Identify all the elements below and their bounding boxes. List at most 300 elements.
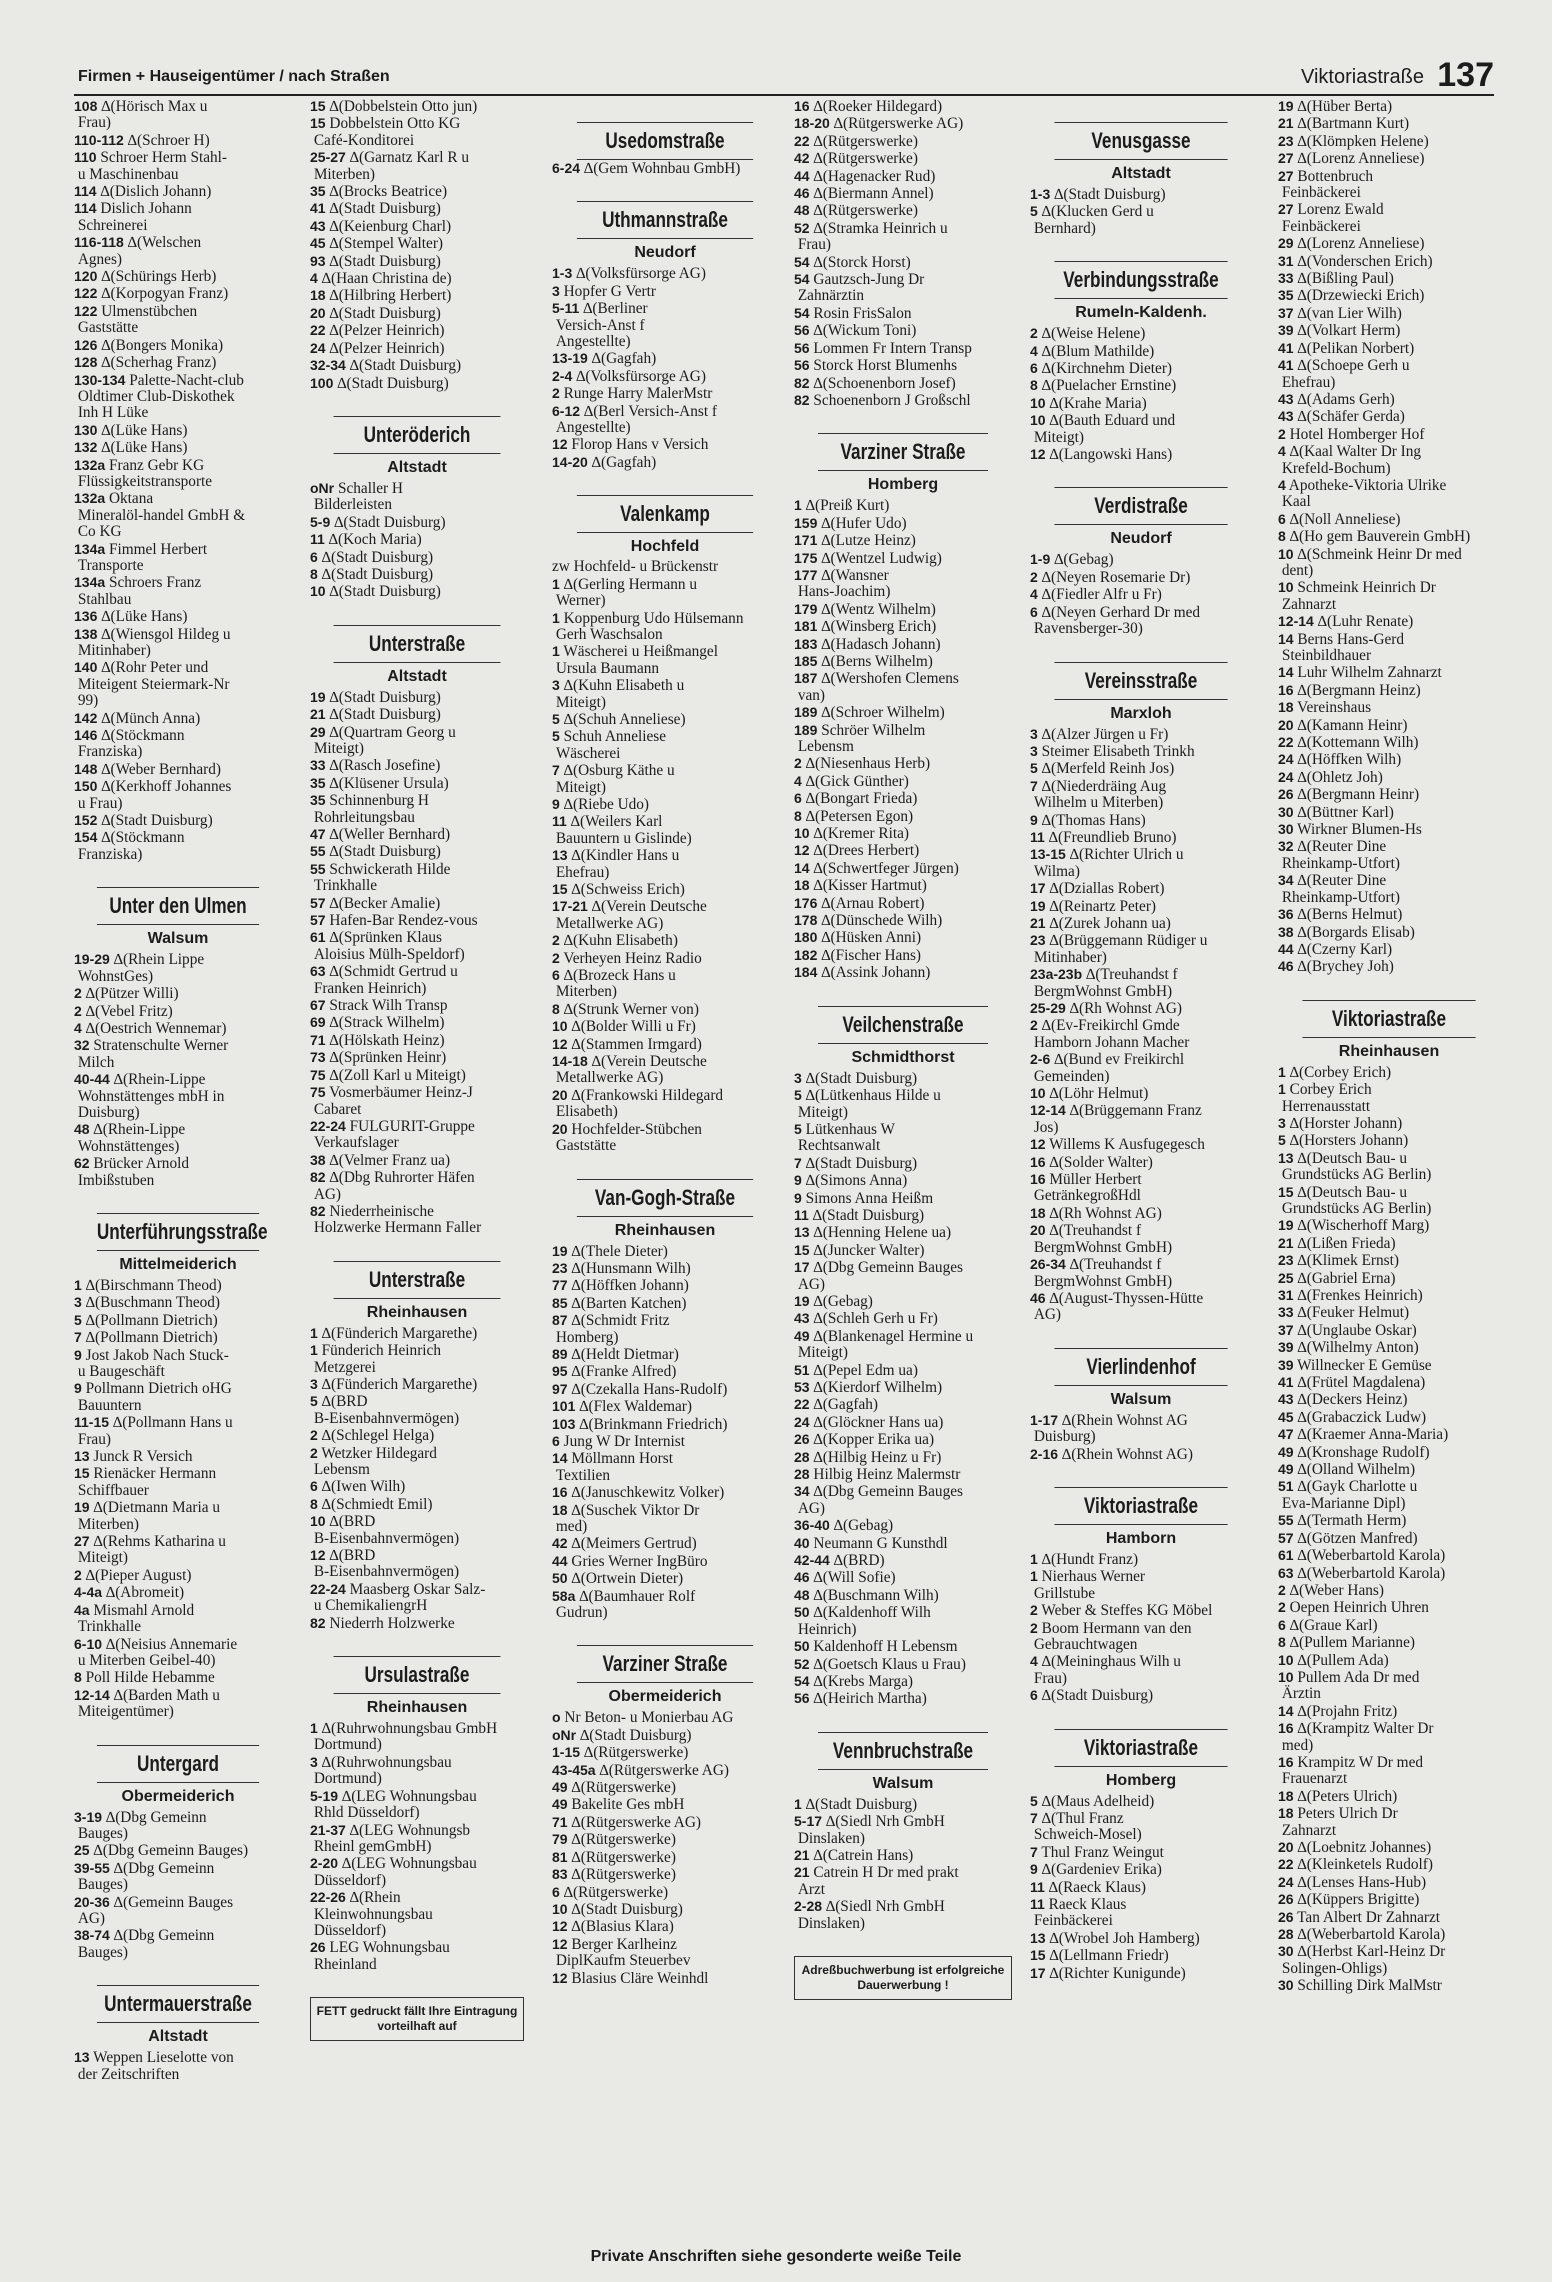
house-number: 46: [1278, 958, 1294, 975]
address-entry: 9 ∆(Gardeniev Erika): [1030, 1861, 1162, 1879]
house-number: 21: [1278, 1234, 1294, 1251]
house-number: 42-44: [794, 1552, 830, 1569]
district-name: Rheinhausen: [366, 1303, 468, 1321]
address-entry: 17 ∆(Richter Kunigunde): [1030, 1964, 1186, 1982]
address-entry: 122 ∆(Korpogyan Franz): [74, 285, 229, 303]
address-entry: 50 Kaldenhoff H Lebensm: [794, 1638, 958, 1656]
house-number: 5: [794, 1087, 802, 1104]
address-entry: 6 ∆(Stadt Duisburg): [310, 548, 434, 566]
address-entry: 43 ∆(Schleh Gerh u Fr): [794, 1310, 938, 1328]
house-number: 8: [74, 1669, 82, 1686]
address-entry: 14 Berns Hans-Gerd Steinbildhauer: [1278, 630, 1405, 664]
house-number: 57: [310, 894, 326, 911]
house-number: 1-3: [552, 265, 573, 282]
house-number: 21: [794, 1864, 810, 1881]
address-entry: 8 ∆(Pullem Marianne): [1278, 1634, 1415, 1652]
house-number: 39: [1278, 1339, 1294, 1356]
house-number: 34: [1278, 872, 1294, 889]
house-number: 148: [74, 760, 98, 777]
house-number: 10: [794, 825, 810, 842]
house-number: 16: [1030, 1153, 1046, 1170]
address-entry: 43-45a ∆(Rütgerswerke AG): [552, 1761, 729, 1779]
house-number: 4-4a: [74, 1584, 103, 1601]
address-entry: 1 Nierhaus Werner Grillstube: [1030, 1568, 1146, 1602]
address-entry: 11 ∆(Koch Maria): [310, 531, 422, 549]
house-number: 23: [552, 1259, 568, 1276]
house-number: 43: [1278, 1391, 1294, 1408]
house-number: 26: [794, 1431, 810, 1448]
house-number: 19: [310, 688, 326, 705]
address-entry: 20-36 ∆(Gemeinn Bauges AG): [74, 1893, 234, 1927]
street-section: [74, 1213, 282, 1721]
house-number: 43: [794, 1310, 810, 1327]
address-entry: 2-28 ∆(Siedl Nrh GmbH Dinslaken): [794, 1898, 945, 1932]
house-number: 6: [1030, 360, 1038, 377]
house-number: 39: [1278, 322, 1294, 339]
house-number: 22: [794, 132, 810, 149]
address-entry: 1-3 ∆(Stadt Duisburg): [1030, 186, 1166, 203]
address-entry: 34 ∆(Reuter Dine Rheinkamp-Utfort): [1278, 872, 1400, 906]
address-entry: 49 Bakelite Ges mbH: [552, 1796, 685, 1814]
address-entry: 3 ∆(Horster Johann): [1278, 1114, 1403, 1132]
address-entry: 26 ∆(Küppers Brigitte): [1278, 1891, 1420, 1909]
address-entry: 19 ∆(Thele Dieter): [552, 1242, 668, 1260]
address-entry: 57 ∆(Götzen Manfred): [1278, 1529, 1418, 1547]
house-number: 51: [1278, 1478, 1294, 1495]
house-number: 52: [794, 219, 810, 236]
address-entry: 19 ∆(Gebag): [794, 1292, 873, 1310]
address-entry: 27 Lorenz Ewald Feinbäckerei: [1278, 201, 1384, 235]
house-number: 39: [1278, 1356, 1294, 1373]
address-entry: 13 ∆(Deutsch Bau- u Grundstücks AG Berlin): [1278, 1149, 1432, 1184]
house-number: 18: [1030, 1204, 1046, 1221]
house-number: 2-16: [1030, 1445, 1059, 1462]
address-entry: 16 Müller Herbert GetränkegroßHdl: [1030, 1171, 1142, 1205]
house-number: 13: [794, 1224, 810, 1241]
house-number: 4: [310, 270, 318, 287]
address-entry: 15 ∆(Dobbelstein Otto jun): [310, 98, 478, 115]
address-entry: 15 ∆(Deutsch Bau- u Grundstücks AG Berlin): [1278, 1183, 1432, 1217]
district-name: Schmidthorst: [851, 1048, 955, 1066]
address-entry: 36 ∆(Berns Helmut): [1278, 906, 1403, 924]
address-entry: 132a Franz Gebr KG Flüssigkeitstransporte: [74, 456, 213, 490]
house-number: 185: [794, 652, 818, 669]
house-number: 33: [310, 757, 326, 774]
address-entry: 73 ∆(Sprünken Heinr): [310, 1049, 447, 1067]
house-number: 77: [552, 1277, 568, 1294]
house-number: 9: [794, 1189, 802, 1206]
house-number: 4: [1278, 443, 1286, 460]
address-entry: 9 ∆(Riebe Udo): [552, 795, 650, 813]
address-entry: 18 ∆(Kisser Hartmut): [794, 877, 927, 895]
street-section: [1278, 98, 1500, 976]
house-number: 55: [310, 860, 326, 877]
address-entry: 27 Bottenbruch Feinbäckerei: [1278, 167, 1374, 202]
address-entry: 140 ∆(Rohr Peter und Miteigent Steiermark-Nr 99): [74, 659, 230, 710]
street-name: Unterstraße: [334, 1261, 501, 1299]
house-number: 19: [1278, 1217, 1294, 1234]
address-entry: 4 ∆(Haan Christina de): [310, 270, 452, 288]
house-number: 4: [74, 1019, 82, 1036]
house-number: 1: [552, 609, 560, 626]
address-entry: 21 ∆(Lißen Frieda): [1278, 1234, 1396, 1252]
house-number: 44: [552, 1552, 568, 1569]
address-entry: 11-15 ∆(Pollmann Hans u Frau): [74, 1414, 233, 1448]
house-number: 42: [552, 1535, 568, 1552]
house-number: 15: [1278, 1183, 1294, 1200]
house-number: 15: [310, 98, 326, 114]
house-number: 10: [1278, 545, 1294, 562]
address-entry: 42 ∆(Rütgerswerke): [794, 150, 918, 168]
address-entry: 67 Strack Wilh Transp: [310, 997, 448, 1015]
house-number: 189: [794, 721, 818, 738]
house-number: 49: [1278, 1461, 1294, 1478]
address-entry: 100 ∆(Stadt Duisburg): [310, 374, 449, 392]
address-entry: 11 ∆(Raeck Klaus): [1030, 1878, 1146, 1896]
address-entry: 179 ∆(Wentz Wilhelm): [794, 600, 936, 618]
street-name: Viktoriastraße: [1054, 1487, 1227, 1525]
address-entry: 2 ∆(Weise Helene): [1030, 325, 1146, 343]
address-entry: 18 ∆(Hilbring Herbert): [310, 287, 452, 305]
address-entry: 2-6 ∆(Bund ev Freikirchl Gemeinden): [1030, 1051, 1185, 1085]
house-number: 35: [310, 183, 326, 200]
house-number: 1: [552, 643, 560, 660]
house-number: 1: [552, 575, 560, 592]
house-number: 18: [794, 877, 810, 894]
street-section: [74, 1985, 282, 2083]
house-number: 54: [794, 253, 810, 270]
house-number: 35: [1278, 287, 1294, 304]
address-entry: 38-74 ∆(Dbg Gemeinn Bauges): [74, 1927, 215, 1961]
address-entry: 2-16 ∆(Rhein Wohnst AG): [1030, 1445, 1193, 1463]
house-number: 1-17: [1030, 1411, 1059, 1428]
address-entry: 6 ∆(Iwen Wilh): [310, 1478, 406, 1496]
house-number: 2: [310, 1427, 318, 1444]
address-entry: 56 ∆(Wickum Toni): [794, 322, 917, 340]
address-entry: 15 ∆(Lellmann Friedr): [1030, 1947, 1169, 1965]
house-number: 4: [1030, 342, 1038, 359]
house-number: 1: [310, 1342, 318, 1359]
house-number: 176: [794, 894, 818, 911]
address-entry: 2 ∆(Vebel Fritz): [74, 1002, 173, 1020]
address-entry: 25-29 ∆(Rh Wohnst AG): [1030, 1000, 1183, 1017]
address-entry: 5 ∆(Klucken Gerd u Bernhard): [1030, 203, 1154, 237]
address-entry: 10 ∆(Krahe Maria): [1030, 394, 1147, 412]
house-number: 2-4: [552, 367, 573, 384]
house-number: 37: [1278, 304, 1294, 321]
house-number: 110: [74, 149, 97, 166]
page-number: 137: [1437, 56, 1494, 94]
house-number: 2: [1278, 425, 1286, 442]
address-entry: 180 ∆(Hüsken Anni): [794, 929, 922, 947]
address-entry: 10 Schmeink Heinrich Dr Zahnarzt: [1278, 579, 1436, 613]
address-entry: 95 ∆(Franke Alfred): [552, 1363, 677, 1381]
address-entry: 5 ∆(BRD B-Eisenbahnvermögen): [310, 1393, 460, 1427]
address-entry: 6 ∆(Brozeck Hans u Miterben): [552, 967, 676, 1001]
house-number: 56: [794, 339, 810, 356]
address-entry: 89 ∆(Heldt Dietmar): [552, 1345, 679, 1363]
house-number: 82: [794, 374, 810, 391]
house-number: 5: [1278, 1132, 1286, 1149]
house-number: 134a: [74, 540, 106, 557]
address-entry: 39 ∆(Wilhelmy Anton): [1278, 1339, 1419, 1357]
address-entry: 55 ∆(Stadt Duisburg): [310, 843, 441, 861]
house-number: 108: [74, 98, 98, 114]
address-entry: 27 ∆(Rehms Katharina u Miteigt): [74, 1533, 226, 1567]
address-entry: 26 LEG Wohnungsbau Rheinland: [310, 1939, 450, 1973]
address-entry: 21 Catrein H Dr med prakt Arzt: [794, 1864, 959, 1898]
address-entry: 182 ∆(Fischer Hans): [794, 946, 922, 964]
house-number: 10: [1278, 1651, 1294, 1668]
house-number: 10: [1030, 1085, 1046, 1102]
house-number: 2: [1030, 1017, 1038, 1034]
house-number: 12-14: [1278, 613, 1314, 630]
house-number: 33: [1278, 270, 1294, 287]
house-number: 2: [1030, 325, 1038, 342]
house-number: 5-11: [552, 300, 580, 317]
address-entry: 58a ∆(Baumhauer Rolf Gudrun): [552, 1587, 696, 1622]
address-entry: 11 ∆(Weilers Karl Bauuntern u Gislinde): [552, 813, 692, 847]
house-number: 11: [794, 1206, 809, 1223]
address-entry: 12-14 ∆(Luhr Renate): [1278, 613, 1414, 631]
house-number: 49: [1278, 1443, 1294, 1460]
district-name: Walsum: [1110, 1390, 1172, 1408]
house-number: 5: [1030, 1792, 1038, 1809]
column-6: [1278, 98, 1500, 2226]
address-entry: 6 ∆(Rütgerswerke): [552, 1883, 669, 1901]
address-entry: 42 ∆(Meimers Gertrud): [552, 1535, 697, 1553]
address-entry: 47 ∆(Weller Bernhard): [310, 826, 451, 843]
column-3: [552, 98, 778, 2226]
address-entry: 5 ∆(Merfeld Reinh Jos): [1030, 760, 1175, 778]
street-section: [552, 1179, 778, 1622]
address-entry: 4 ∆(Blum Mathilde): [1030, 342, 1155, 360]
address-entry: 45 ∆(Stempel Walter): [310, 235, 444, 253]
address-entry: 177 ∆(Wansner Hans-Joachim): [794, 566, 891, 601]
house-number: 6: [552, 967, 560, 984]
address-entry: 23 ∆(Klimek Ernst): [1278, 1252, 1399, 1270]
house-number: 2-20: [310, 1855, 339, 1872]
house-number: 182: [794, 946, 818, 963]
house-number: 175: [794, 549, 818, 566]
address-entry: 21 ∆(Catrein Hans): [794, 1846, 914, 1864]
house-number: 28: [794, 1466, 810, 1483]
house-number: 6-12: [552, 402, 581, 419]
address-entry: 16 Krampitz W Dr med Frauenarzt: [1278, 1753, 1424, 1788]
column-5: [1030, 98, 1252, 2226]
house-number: 13-15: [1030, 846, 1066, 863]
house-number: 3: [310, 1375, 318, 1392]
address-entry: 13-15 ∆(Richter Ulrich u Wilma): [1030, 846, 1184, 880]
house-number: 12: [552, 1035, 568, 1052]
house-number: 63: [310, 963, 326, 980]
house-number: 11: [1030, 828, 1045, 845]
address-entry: 132a Oktana Mineralöl-handel GmbH & Co KG: [74, 490, 246, 541]
address-entry: 4a Mismahl Arnold Trinkhalle: [74, 1601, 195, 1636]
house-number: 2-6: [1030, 1051, 1051, 1068]
house-number: 8: [552, 1000, 560, 1017]
house-number: 82: [310, 1202, 326, 1219]
address-entry: 1 ∆(Preiß Kurt): [794, 497, 890, 515]
street-name: Ursulastraße: [334, 1656, 501, 1694]
address-entry: 154 ∆(Stöckmann Franziska): [74, 829, 185, 863]
house-number: 5: [552, 728, 560, 745]
address-entry: 110-112 ∆(Schroer H): [74, 131, 210, 149]
address-entry: 33 ∆(Feuker Helmut): [1278, 1304, 1410, 1322]
address-entry: 3 ∆(Alzer Jürgen u Fr): [1030, 725, 1169, 743]
address-entry: 175 ∆(Wentzel Ludwig): [794, 549, 942, 567]
house-number: 10: [1030, 412, 1046, 429]
house-number: 56: [794, 357, 810, 374]
house-number: 146: [74, 727, 98, 744]
house-number: 9: [794, 1172, 802, 1189]
address-entry: 30 ∆(Herbst Karl-Heinz Dr Solingen-Ohligs): [1278, 1943, 1446, 1977]
house-number: 2: [74, 985, 82, 1002]
address-entry: 33 ∆(Rasch Josefine): [310, 757, 441, 775]
page-header: [74, 56, 1494, 96]
address-entry: 8 ∆(Schmiedt Emil): [310, 1495, 433, 1513]
house-number: 11: [552, 813, 567, 830]
address-entry: 47 ∆(Kraemer Anna-Maria): [1278, 1426, 1449, 1444]
street-name: Venusgasse: [1054, 122, 1227, 160]
house-number: 2-28: [794, 1898, 823, 1915]
address-entry: 85 ∆(Barten Katchen): [552, 1294, 687, 1312]
address-entry: 12 ∆(Blasius Klara): [552, 1918, 674, 1936]
house-number: 71: [310, 1031, 326, 1048]
address-entry: 41 ∆(Stadt Duisburg): [310, 200, 441, 218]
house-number: 4: [1030, 586, 1038, 603]
address-entry: 12 Florop Hans v Versich: [552, 436, 709, 454]
header-rule: [74, 94, 1494, 96]
address-entry: 22 ∆(Kottemann Wilh): [1278, 734, 1419, 752]
address-entry: 18 ∆(Rh Wohnst AG): [1030, 1204, 1162, 1222]
house-number: 2: [1030, 1602, 1038, 1619]
address-entry: 2 ∆(Ev-Freikirchl Gmde Hamborn Johann Macher: [1030, 1017, 1190, 1051]
district-name: Obermeiderich: [121, 1787, 235, 1805]
house-number: 44: [794, 167, 810, 184]
house-number: 26: [310, 1939, 326, 1956]
house-number: 189: [794, 704, 818, 721]
house-number: 16: [1278, 1720, 1294, 1737]
house-number: 48: [794, 202, 810, 219]
street-name: Valenkamp: [577, 495, 753, 533]
house-number: 14-18: [552, 1053, 588, 1070]
address-entry: 54 Rosin FrisSalon: [794, 304, 912, 322]
house-number: 16: [794, 98, 810, 114]
house-number: 3: [1030, 725, 1038, 742]
house-number: 16: [1278, 1753, 1294, 1770]
address-entry: 75 ∆(Zoll Karl u Miteigt): [310, 1066, 466, 1084]
district-name: Mittelmeiderich: [119, 1255, 237, 1273]
house-number: 132a: [74, 490, 106, 507]
address-entry: 22 ∆(Pelzer Heinrich): [310, 322, 445, 340]
house-number: 25-27: [310, 149, 346, 166]
house-number: 15: [794, 1241, 810, 1258]
address-entry: 7 ∆(Pollmann Dietrich): [74, 1329, 218, 1347]
house-number: 134a: [74, 574, 106, 591]
address-entry: 7 ∆(Thul Franz Schweich-Mosel): [1030, 1810, 1142, 1844]
street-name: Usedomstraße: [577, 122, 753, 160]
address-entry: 13 ∆(Henning Helene ua): [794, 1224, 952, 1242]
address-entry: 32 Stratenschulte Werner Milch: [74, 1037, 229, 1071]
address-entry: 82 Schoenenborn J Großschl: [794, 391, 971, 409]
house-number: 159: [794, 514, 818, 531]
address-entry: 22 ∆(Gagfah): [794, 1396, 878, 1414]
house-number: 152: [74, 812, 98, 829]
address-entry: 49 ∆(Rütgerswerke): [552, 1779, 676, 1797]
address-entry: 25 ∆(Dbg Gemeinn Bauges): [74, 1842, 249, 1860]
address-entry: 10 ∆(BRD B-Eisenbahnvermögen): [310, 1513, 460, 1547]
house-number: 17-21: [552, 898, 588, 915]
address-entry: 7 ∆(Niederdräing Aug Wilhelm u Miterben): [1030, 777, 1167, 812]
house-number: 56: [794, 1690, 810, 1707]
address-entry: 49 ∆(Blankenagel Hermine u Miteigt): [794, 1327, 974, 1362]
house-number: 18: [310, 287, 326, 304]
house-number: 1: [1278, 1063, 1286, 1080]
house-number: 21: [794, 1846, 810, 1863]
house-number: 27: [1278, 150, 1294, 167]
address-entry: 3 ∆(Kuhn Elisabeth u Miteigt): [552, 677, 685, 711]
house-number: 142: [74, 709, 98, 726]
address-entry: 79 ∆(Rütgerswerke): [552, 1831, 676, 1849]
ad-note: Adreßbuchwerbung ist erfolgreiche Dauerwerbung !: [794, 1956, 1012, 2000]
address-entry: 28 Hilbig Heinz Malermstr: [794, 1466, 961, 1484]
address-entry: 15 ∆(Juncker Walter): [794, 1241, 925, 1259]
house-number: 122: [74, 302, 98, 319]
address-entry: 13 Weppen Lieselotte von der Zeitschriften: [74, 2049, 234, 2083]
house-number: 10: [552, 1900, 568, 1917]
house-number: 22-26: [310, 1889, 346, 1906]
house-number: 30: [1278, 803, 1294, 820]
address-entry: 20 ∆(Stadt Duisburg): [310, 304, 441, 322]
house-number: 8: [310, 565, 318, 582]
address-entry: 24 ∆(Pelzer Heinrich): [310, 339, 445, 357]
house-number: 1-3: [1030, 186, 1051, 202]
house-number: 14: [552, 1450, 568, 1467]
address-entry: 12 ∆(Drees Herbert): [794, 842, 920, 860]
house-number: 2: [552, 385, 560, 402]
address-entry: 56 Lommen Fr Intern Transp: [794, 339, 972, 357]
house-number: 23: [1278, 1252, 1294, 1269]
house-number: 17: [794, 1259, 810, 1276]
address-entry: 3 Steimer Elisabeth Trinkh: [1030, 742, 1195, 760]
house-number: 34: [794, 1483, 810, 1500]
address-entry: 1 Koppenburg Udo Hülsemann Gerh Waschsalon: [552, 609, 744, 643]
address-entry: 97 ∆(Czekalla Hans-Rudolf): [552, 1380, 728, 1398]
house-number: o: [552, 1709, 561, 1726]
street-section: [310, 1656, 524, 1973]
house-number: 178: [794, 912, 818, 929]
house-number: 20: [552, 1086, 568, 1103]
address-entry: 39 ∆(Volkart Herm): [1278, 322, 1401, 340]
house-number: 30: [1278, 1943, 1294, 1960]
house-number: 28: [794, 1448, 810, 1465]
address-entry: 2 ∆(Weber Hans): [1278, 1581, 1384, 1599]
house-number: 82: [794, 391, 810, 408]
address-entry: 87 ∆(Schmidt Fritz Homberg): [552, 1312, 670, 1346]
house-number: 79: [552, 1831, 568, 1848]
house-number: 23: [1030, 932, 1046, 949]
address-entry: 6 ∆(Bongart Frieda): [794, 790, 918, 808]
house-number: 1: [1278, 1081, 1286, 1098]
address-entry: 40 Neumann G Kunsthdl: [794, 1534, 948, 1552]
house-number: 12-14: [74, 1686, 110, 1703]
address-entry: 26 ∆(Kopper Erika ua): [794, 1431, 935, 1449]
address-entry: 17-21 ∆(Verein Deutsche Metallwerke AG): [552, 898, 707, 932]
house-number: 14: [1278, 664, 1294, 681]
address-entry: 8 ∆(Puelacher Ernstine): [1030, 377, 1177, 395]
address-entry: 5 ∆(Maus Adelheid): [1030, 1792, 1155, 1810]
